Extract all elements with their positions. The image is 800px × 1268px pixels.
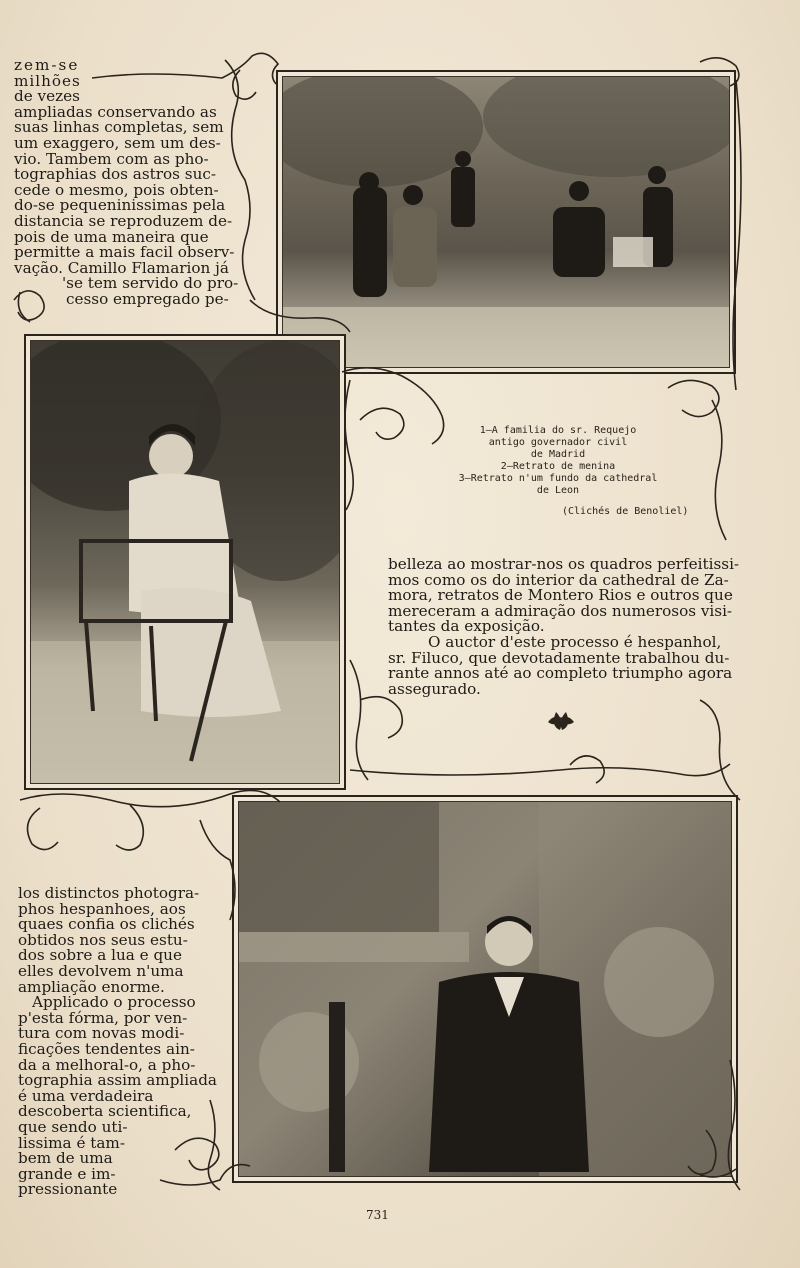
- text-line: vio. Tambem com as pho-: [14, 149, 209, 168]
- text-line: los distinctos photogra-: [18, 884, 200, 902]
- text-line: sr. Filuco, que devotadamente trabalhou du-: [388, 648, 730, 667]
- text-line: obtidos nos seus estu-: [18, 930, 188, 949]
- text-line: ampliadas conservando as: [14, 102, 217, 121]
- text-line: cesso empregado pe-: [66, 289, 229, 308]
- text-line: quaes confia os clichés: [18, 915, 195, 934]
- text-line: da a melhoral-o, a pho-: [18, 1055, 196, 1074]
- text-line: que sendo uti-: [18, 1117, 128, 1136]
- text-line: phos hespanhoes, aos: [18, 899, 186, 918]
- text-line: suas linhas completas, sem: [14, 118, 224, 137]
- photo-credit: (Clichés de Benoliel): [562, 506, 689, 517]
- text-line: mereceram a admiração dos numerosos visi-: [388, 601, 733, 620]
- text-line: tura com novas modi-: [18, 1024, 185, 1043]
- text-line: descoberta scientifica,: [18, 1102, 192, 1121]
- text-line: assegurado.: [388, 679, 481, 698]
- text-line: dos sobre a lua e que: [18, 946, 182, 965]
- text-line: elles devolvem n'uma: [18, 961, 184, 980]
- text-line: bem de uma: [18, 1149, 113, 1168]
- text-line: vação. Camillo Flamarion já: [14, 258, 229, 277]
- page-number: 731: [366, 1208, 389, 1222]
- text-line: pois de uma maneira que: [14, 227, 209, 246]
- text-line: um exaggero, sem um des-: [14, 133, 221, 152]
- text-line: de vezes: [14, 87, 80, 106]
- caption-line: 2—Retrato de menina: [500, 461, 616, 472]
- text-line: Applicado o processo: [32, 993, 196, 1012]
- text-line: tantes da exposição.: [388, 617, 545, 636]
- text-line: tographia assim ampliada: [18, 1071, 217, 1090]
- text-line: é uma verdadeira: [18, 1086, 154, 1105]
- text-line: distancia se reproduzem de-: [14, 211, 233, 230]
- text-line: cede o mesmo, pois obten-: [14, 180, 219, 199]
- text-column-middle-right: [388, 555, 740, 698]
- fleuron-ornament: [548, 712, 574, 730]
- text-line: permitte a mais facil observ-: [14, 243, 235, 262]
- text-line: O auctor d'este processo é hespanhol,: [428, 632, 722, 651]
- caption-line: 3—Retrato n'um fundo da cathedral: [458, 473, 658, 484]
- text-line: zem-se: [14, 56, 80, 74]
- text-line: mora, retratos de Montero Rios e outros que: [388, 586, 733, 605]
- caption-line: 1—A familia do sr. Requejo: [479, 425, 637, 436]
- text-column-bottom-left: [18, 886, 228, 1198]
- text-line: ampliação enorme.: [18, 977, 165, 996]
- text-line: p'esta fórma, por ven-: [18, 1008, 188, 1027]
- text-line: grande e im-: [18, 1164, 116, 1183]
- text-line: rante annos até ao completo triumpho agora: [388, 664, 733, 683]
- photo-caption: [438, 425, 678, 497]
- text-line: lissima é tam-: [18, 1133, 125, 1152]
- caption-line: antigo governador civil: [488, 437, 628, 448]
- text-line: milhões: [14, 71, 81, 90]
- caption-line: de Leon: [536, 485, 580, 496]
- caption-line: de Madrid: [530, 449, 586, 460]
- text-line: belleza ao mostrar-nos os quadros perfeitissi-: [388, 555, 740, 573]
- text-line: mos como os do interior da cathedral de Za-: [388, 570, 729, 589]
- text-line: tographias dos astros suc-: [14, 165, 216, 184]
- text-line: do-se pequeninissimas pela: [14, 196, 226, 215]
- text-line: ficações tendentes ain-: [18, 1039, 195, 1058]
- text-line: pressionante: [18, 1180, 118, 1199]
- text-line: 'se tem servido do pro-: [62, 274, 239, 293]
